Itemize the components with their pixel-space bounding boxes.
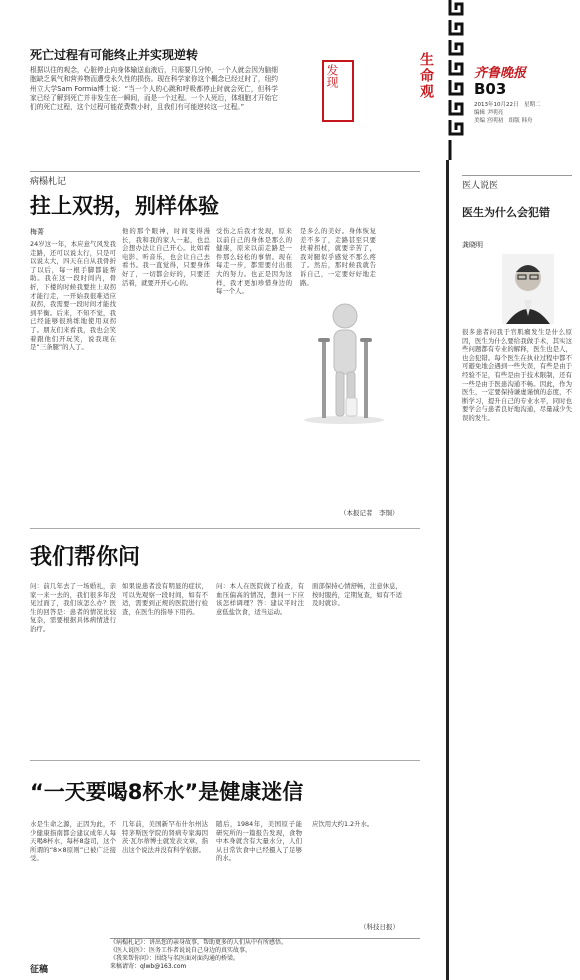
article2-title: 我们帮你问 — [30, 545, 141, 570]
issue-date: 2013年10月22日 星期二 — [474, 102, 541, 108]
article2-col4: 面部保持心情舒畅，注意休息，按时服药，定期复查，如有不适及时就诊。 — [312, 582, 402, 608]
paper-name: 齐鲁晚报 — [474, 66, 527, 81]
article3-title: “一天要喝8杯水”是健康迷信 — [30, 780, 304, 804]
designer: 美编 宫明初 组版 韩舟 — [474, 118, 533, 124]
sidebar-author: 龚晓明 — [462, 241, 483, 249]
article3-col1: 水是生命之源，正因为此，不少健康指南都会建议成年人每天喝8杯水，每杯8盎司，这个所谓的“8×8原则”已被广泛接受。 — [30, 820, 116, 863]
footer-contact: 来稿请寄：qlwb@163.com — [110, 963, 187, 970]
article3-col2: 几年前，美国新罕布什尔州达特茅斯医学院的肾病专家海因茨·瓦尔蒂博士就发表文章，指出这个说法并没有科学依据。 — [122, 820, 208, 854]
editor: 编辑 尹明亮 — [474, 110, 504, 116]
article3-source: （科技日报） — [360, 923, 399, 931]
article1-col3: 受伤之后我才发现，原来以前自己的身体是那么的健康，原来以前走路是一件那么轻松的事情。现在每走一步，都需要付出很大的努力。也正是因为这样，我才更加珍惜身边的每一个人。 — [216, 227, 292, 296]
article1-column: 病榻札记 — [30, 171, 420, 187]
sidebar-text: 很多患者问我于官肌瘤发生是什么原因，医生为什么要给我做手术，其实这些问题都有专业的解释，医生也是人，也会犯错。每个医生在执业过程中都不可避免地会遇到一些失误，有些是由于经验不足，有些是由于技术限制，还有一些是由于医患沟通不畅。因此，作为医生，一定要保持谦虚谨慎的态度，不断学习，提升自己的专业水平，同时也要学会与患者良好地沟通，尽量减少失误的发生。 — [462, 328, 572, 422]
article1-title: 拄上双拐，别样体验 — [30, 194, 219, 218]
article2-col2: 如果说患者没有明显的症状，可以先观察一段时间，如有不适，需要到正规的医院进行检查，在医生的指导下用药。 — [122, 582, 208, 616]
article3-col3: 随后，1984年，美国原子能研究所的一篇报告发现，食物中本身就含有大量水分，人们从日常饮食中已经摄入了足够的水。 — [216, 820, 302, 863]
article1-col4: 是多么的美好。身体恢复差不多了，走路甚至只要扶着拐杖，就要辛苦了，我对腿似乎感觉不那么疼了。然后，那时候我就告诉自己，一定要好好地走路。 — [300, 227, 376, 287]
crutch-figure-illustration — [292, 300, 396, 424]
article2-col3: 问：本人在医院做了检查，有血压偏高的情况，想问一下应该怎样调理？答：建议平时注意低盐饮食，适当运动。 — [216, 582, 304, 616]
column-tag: 发现 — [325, 64, 339, 88]
section-title: 生命观 — [418, 52, 434, 100]
footer-box — [110, 938, 420, 979]
footer-note: 《医人说医》：医务工作者说说自己身边的真实故事。 — [110, 947, 252, 954]
decorative-border — [440, 0, 466, 160]
divider — [30, 528, 420, 529]
divider — [30, 760, 420, 761]
article1-author: 梅菁 — [30, 228, 44, 236]
sidebar-tag: 医人说医 — [462, 175, 572, 191]
article1-col2: 他的那个眼神，时间变得漫长，我和我的家人一起，也总会想办法让自己开心。比如看电影、听音乐，也会让自己去看书。我一直觉得，只要身体好了，一切都会好的，只要还活着，就要开开心心的。 — [122, 227, 210, 287]
page-number: B03 — [474, 80, 507, 98]
top-headline: 死亡过程有可能终止并实现逆转 — [30, 48, 199, 62]
footer-tag: 征稿 — [30, 965, 49, 975]
footer-note: 《我来帮你问》：围绕与名医面对面沟通的桥梁。 — [110, 955, 240, 962]
top-lead: 根据以往的观念，心脏停止向身体输送血液后，只需要几分钟，一个人就会因为脑细胞缺乏氧气和营养物而遭受永久性的损伤。现在科学家你这个概念已经过时了，纽约州立大学Sam Formia博士说：“当一个人的心跳和呼吸都停止时就会死亡，但科学家已经了解到死亡并非发生在一瞬间，而是一个过程。一个人死后，体细胞才开始它们的死亡过程，这个过程可能花费数小时，且我们有可能逆转这一过程。” — [30, 66, 278, 112]
vertical-divider — [446, 160, 449, 980]
footer-note: 《病榻札记》：讲出您的亲身故事，帮助更多的人们从中有所感悟。 — [110, 939, 288, 946]
author-portrait — [502, 254, 554, 324]
article2-col1: 问：前几年去了一场婚礼，亲家一来一去的，我们很多年没见过面了，我们该怎么办？医生的回答是：患者的情况比较复杂，需要根据具体病情进行治疗。 — [30, 582, 116, 633]
sidebar-title: 医生为什么会犯错 — [462, 206, 550, 219]
article1-col1: 24岁这一年，本应意气风发我走路，还可以说太行，只是可以说太大，四天在自从我骨折了以后，每一根手脚都能帮助。我在这一段时间内，骨折，下楼的时候我要拄上双拐才能行走，一开始我很难适应双拐，我需要一段时间才能找到平衡。后来，不知不觉，我已经能够很熟练地使用双拐了。朋友们来看我，我也会笑着跟他们开玩笑，说我现在是“三条腿”的人了。 — [30, 240, 116, 352]
article1-signoff: （本报记者 李铜） — [340, 509, 399, 517]
article3-col4: 应饮用大约1.2升水。 — [312, 820, 374, 828]
